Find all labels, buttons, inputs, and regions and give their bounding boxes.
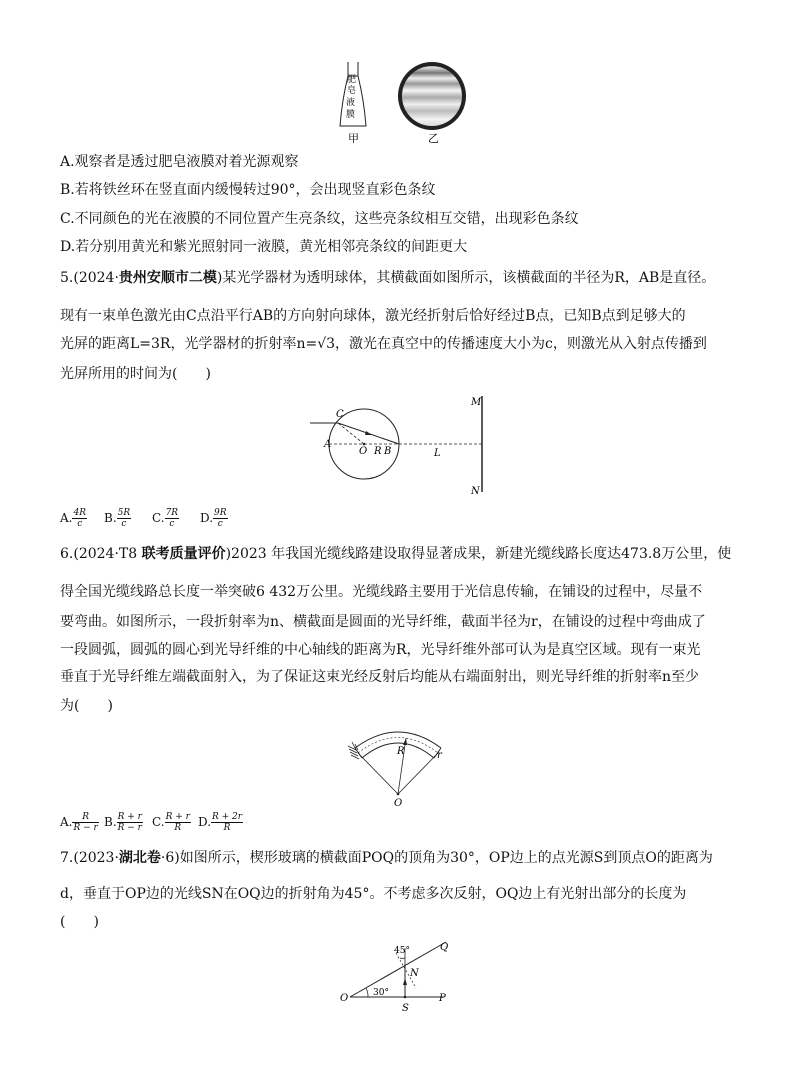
film-text-3: 液: [346, 98, 356, 108]
q4-option-c: C.不同颜色的光在液膜的不同位置产生亮条纹，这些亮条纹相互交错，出现彩色条纹: [60, 211, 579, 227]
q4-option-b: B.若将铁丝环在竖直面内缓慢转过90°，会出现竖直彩色条纹: [60, 182, 436, 198]
wedge-glass-diagram: [336, 936, 466, 1018]
label-o: O: [394, 798, 403, 808]
label-30: 30°: [373, 988, 389, 998]
label-o: O: [340, 993, 349, 1004]
q6-line-6: 为( ): [60, 698, 113, 714]
label-small-r: r: [437, 750, 442, 761]
film-text-1: 肥: [347, 75, 357, 85]
q4-option-d: D.若分别用黄光和紫光照射同一液膜，黄光相邻亮条纹的间距更大: [60, 239, 468, 255]
label-r: R: [374, 446, 382, 457]
label-p: P: [439, 993, 446, 1004]
q6-source: 联考质量评价: [141, 546, 226, 562]
label-big-r: R: [397, 746, 405, 757]
label-c: C: [336, 409, 344, 420]
q6-line-5: 垂直于光导纤维左端截面射入，为了保证这束光经反射后均能从右端面射出，则光导纤维的折射率n至少: [60, 669, 700, 685]
q6-option-c: C. $\frac{R + r}{R}$: [152, 812, 190, 833]
q7-line-3: ( ): [60, 914, 99, 930]
label-q: Q: [440, 942, 449, 953]
sphere-diagram: [300, 390, 500, 502]
label-b: B: [384, 446, 392, 457]
q6-line-1: 6.(2024·T8 联考质量评价)2023 年我国光缆线路建设取得显著成果，新建光缆线路长度达473.8万公里，使: [60, 546, 732, 562]
q6-line-2: 得全国光缆线路总长度一举突破6 432万公里。光缆线路主要用于光信息传输，在铺设的过程中，尽量不: [60, 584, 703, 600]
q4-option-a: A.观察者是透过肥皂液膜对着光源观察: [60, 154, 299, 170]
label-yi: 乙: [428, 132, 439, 145]
label-l: L: [434, 448, 441, 459]
q5-option-c: C. $\frac{7R}{c}$: [152, 508, 179, 529]
label-n: N: [471, 486, 480, 497]
q5-line-2: 现有一束单色激光由C点沿平行AB的方向射向球体，激光经折射后恰好经过B点，已知B点到足够大的: [60, 308, 686, 324]
wire-handle: [348, 62, 358, 76]
q6-line-3: 要弯曲。如图所示，一段折射率为n、横截面是圆面的光导纤维，截面半径为r，在铺设的过程中弯曲成了: [60, 614, 706, 630]
radius-right: [398, 753, 438, 794]
radius-oc: [338, 423, 364, 444]
q6-line-4: 一段圆弧，圆弧的圆心到光导纤维的中心轴线的距离为R，光导纤维外部可认为是真空区域。现有一束光: [60, 642, 701, 658]
soap-film-figure: [330, 60, 480, 150]
film-text-2: 皂: [347, 86, 357, 96]
q7-line-1: 7.(2023·湖北卷·6)如图所示，楔形玻璃的横截面POQ的顶角为30°，OP边上的点光源S到顶点O的距离为: [60, 850, 713, 866]
q6-option-b: B. $\frac{R + r}{R - r}$: [104, 812, 142, 833]
label-a: A: [324, 439, 332, 450]
q5-line-3: 光屏的距离L=3R，光学器材的折射率n=√3，激光在真空中的传播速度大小为c，则激光从入射点传播到: [60, 336, 707, 352]
q6-option-a: A. $\frac{R}{R - r}$: [60, 812, 98, 833]
q5-source: 贵州安顺市二模: [118, 270, 217, 286]
q5-option-d: D. $\frac{9R}{c}$: [200, 508, 227, 529]
q5-option-a: A. $\frac{4R}{c}$: [60, 508, 86, 529]
q5-option-b: B. $\frac{5R}{c}$: [104, 508, 131, 529]
q7-source: 湖北卷: [118, 850, 161, 866]
label-s: S: [402, 1003, 409, 1014]
optical-fiber-diagram: [340, 718, 470, 808]
label-n: N: [410, 968, 419, 979]
radius-left: [358, 753, 398, 794]
label-o: O: [359, 446, 368, 457]
q6-option-d: D. $\frac{R + 2r}{R}$: [198, 812, 243, 833]
label-45: 45°: [394, 946, 410, 956]
q5-line-4: 光屏所用的时间为( ): [60, 366, 211, 382]
q7-line-2: d，垂直于OP边的光线SN在OQ边的折射角为45°。不考虑多次反射，OQ边上有光射出部分的长度为: [60, 886, 687, 902]
film-text-4: 膜: [346, 110, 356, 120]
label-m: M: [471, 397, 482, 408]
label-jia: 甲: [348, 132, 359, 145]
q5-line-1: 5.(2024·贵州安顺市二模)某光学器材为透明球体，其横截面如图所示，该横截面的半径为R，AB是直径。: [60, 270, 716, 286]
